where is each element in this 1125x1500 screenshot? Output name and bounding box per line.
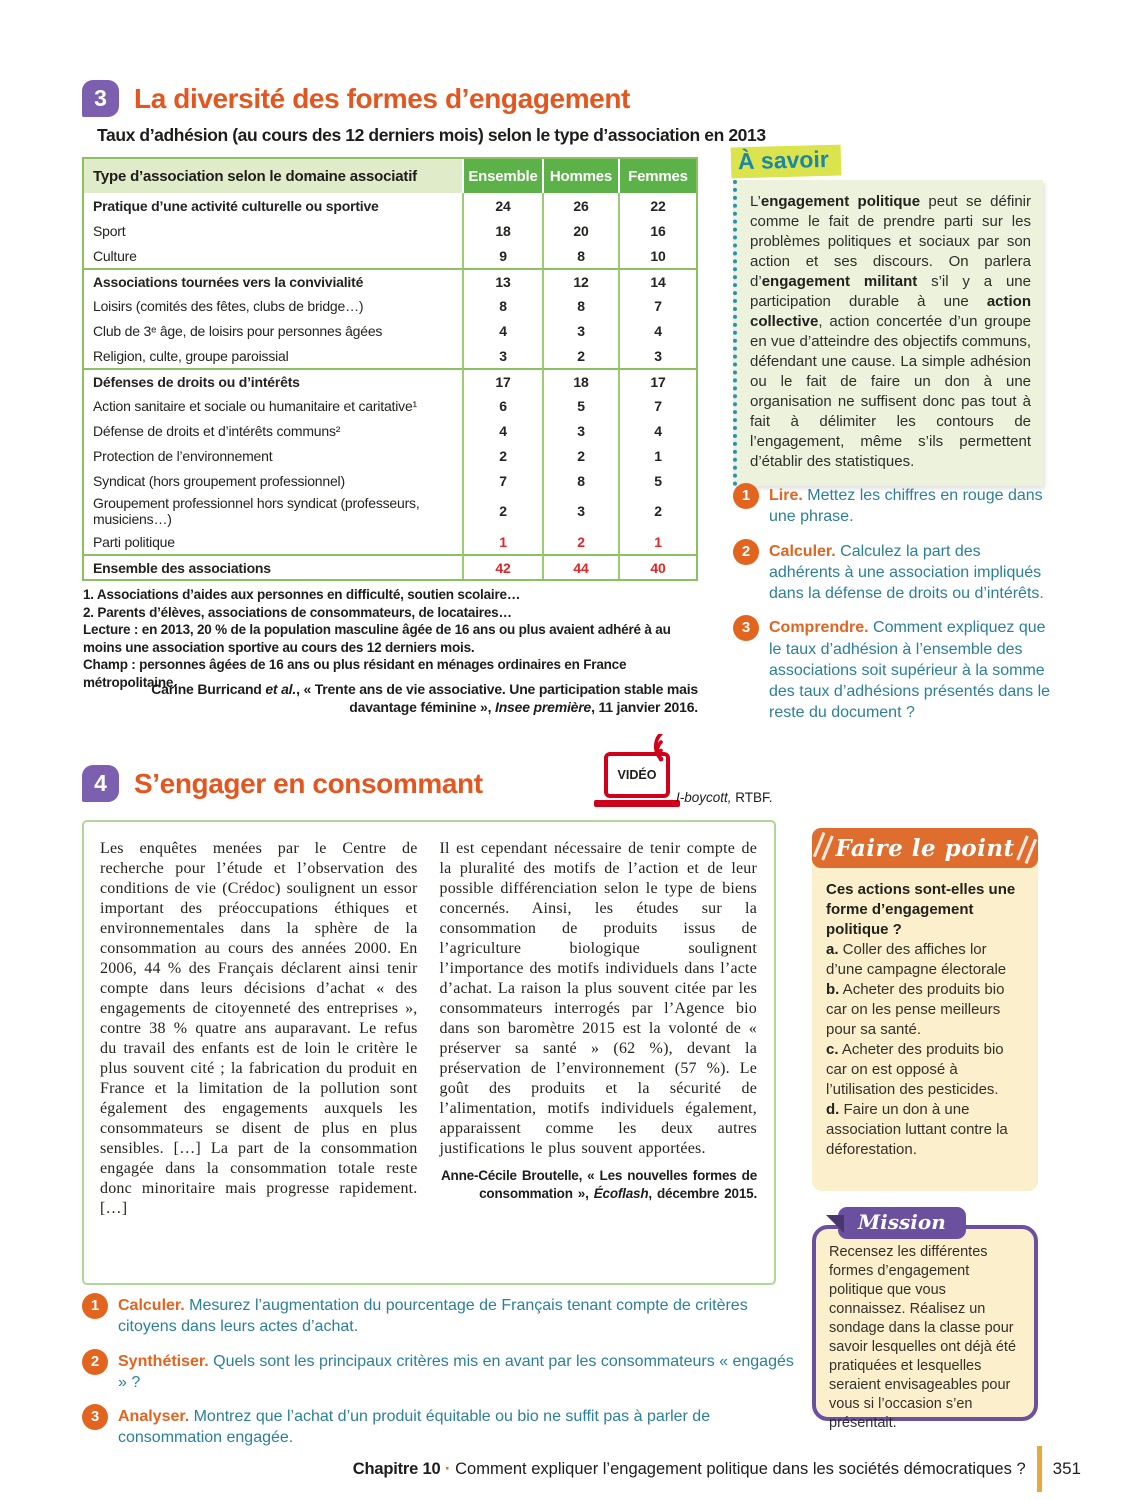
question-number-badge: 3 <box>733 615 759 641</box>
table-caption: Taux d’adhésion (au cours des 12 derniers mois) selon le type d’association en 2013 <box>97 125 766 145</box>
text-column-left: Les enquêtes menées par le Centre de recherche pour l’étude et l’observation des conditions de vie (Crédoc) soulignent un essor important des préoccupations éthiques et environnementales dans la sphère de la consommation au cours des années 2000. En 2006, 44 % des Français déclarent ainsi tenir compte dans leurs décisions d’achat « des engagements de citoyenneté des entreprises », contre 38 % quatre ans auparavant. Le refus du travail des enfants est de loin le critère le plus souvent cité ; la fabrication du produit en France et la limitation de la pollution sont également des engagements auxquels les consommateurs se disent de plus en plus sensibles. […] La part de la consommation engagée dans la consommation totale reste donc minoritaire mais progresse rapidement. […] <box>100 840 418 1217</box>
row-label: Parti politique <box>93 533 175 550</box>
mission-tab: Mission <box>838 1207 966 1239</box>
flp-option-letter: c. <box>826 1041 839 1058</box>
table-row <box>84 318 696 343</box>
footnote: Champ : personnes âgées de 16 ans ou plus résidant en ménages ordinaires en France métropolitaine. <box>83 657 627 690</box>
question-text <box>118 1293 794 1338</box>
source-text: , décembre 2015. <box>648 1186 757 1202</box>
question-body: Quels sont les principaux critères mis en avant par les consommateurs « engagés » ? <box>118 1352 794 1391</box>
asavoir-segment: , action concertée d’un groupe en vue d’atteindre des objectifs communs, défendant une cause. La simple adhésion ou le fait de faire un don à une organisation ne suffisent donc pas tout à fait à délimiter les contours de l’engagement, même s’ils permettent d’établir des statistiques. <box>750 313 1031 470</box>
footer-separator: · <box>445 1459 451 1478</box>
row-label: Syndicat (hors groupement professionnel) <box>93 472 345 489</box>
row-value: 4 <box>618 318 696 343</box>
question-item <box>733 483 1051 528</box>
asavoir-segment: s’il y a une participation durable à une <box>750 273 1031 310</box>
section-3-title: La diversité des formes d’engagement <box>134 82 630 114</box>
column-header: Femmes <box>618 159 696 193</box>
question-text <box>769 483 1051 528</box>
asavoir-text <box>733 180 1043 486</box>
row-label: Ensemble des associations <box>84 554 462 579</box>
table-row <box>84 193 696 218</box>
row-value: 8 <box>542 293 618 318</box>
row-label: Défenses de droits ou d’intérêts <box>84 368 462 393</box>
table-row <box>84 243 696 268</box>
row-value: 5 <box>542 393 618 418</box>
page-footer <box>0 1446 1081 1492</box>
page-number-bar <box>1037 1446 1042 1492</box>
question-number-badge: 1 <box>733 483 759 509</box>
text-paragraph: Il est cependant nécessaire de tenir compte de la pluralité des motifs de l’action et de leur possible différenciation selon le type de biens concernés. Ainsi, les études sur la consommation de produits issus de l’agriculture biologique soulignent l’importance des motifs individuels dans l’acte d’achat. La raison la plus souvent citée par les consommateurs interrogés par l’Agence bio dans son baromètre 2015 est la volonté de « préserver sa santé » (62 %), devant la préservation de l’environnement (57 %). Le goût des produits et la sécurité de l’alimentation, motifs individuels également, apparaissent comme les deux autres justifications le plus souvent apportées. <box>439 840 757 1157</box>
table-row <box>84 529 696 554</box>
question-body: Mettez les chiffres en rouge dans une phrase. <box>769 487 1043 526</box>
flp-option-text: Acheter des produits bio car on est opposé à l’utilisation des pesticides. <box>826 1041 1004 1098</box>
flp-option-text: Faire un don à une association luttant contre la déforestation. <box>826 1101 1008 1158</box>
row-value: 44 <box>542 554 618 579</box>
flp-option-text: Acheter des produits bio car on les pense meilleurs pour sa santé. <box>826 981 1005 1038</box>
question-keyword: Calculer. <box>118 1297 185 1314</box>
table-source <box>97 680 698 716</box>
video-caption <box>676 790 773 805</box>
question-keyword: Lire. <box>769 487 803 504</box>
row-value: 2 <box>462 443 542 468</box>
table-row <box>84 418 696 443</box>
faire-le-point-header: Faire le point <box>812 828 1038 868</box>
table-row <box>84 293 696 318</box>
row-value: 10 <box>618 243 696 268</box>
table-row <box>84 218 696 243</box>
row-value: 40 <box>618 554 696 579</box>
question-number-badge: 1 <box>82 1293 108 1319</box>
row-label: Protection de l’environnement <box>93 447 273 464</box>
section-4-number-badge: 4 <box>82 765 119 802</box>
row-value: 2 <box>618 493 696 529</box>
question-keyword: Calculer. <box>769 542 836 560</box>
table-row <box>84 343 696 368</box>
row-value: 2 <box>542 343 618 368</box>
question-text <box>118 1404 794 1449</box>
column-header: Type d’association selon le domaine associatif <box>84 159 462 193</box>
row-value: 24 <box>462 193 542 218</box>
doc4-questions <box>82 1293 794 1460</box>
question-text <box>769 539 1051 605</box>
mission-box <box>812 1210 1038 1431</box>
question-item <box>82 1293 794 1338</box>
question-body: Calculez la part des adhérents à une association impliqués dans la défense de droits ou d’intérêts. <box>769 542 1044 603</box>
row-value: 1 <box>618 443 696 468</box>
mission-text: Recensez les différentes formes d’engagement politique que vous connaissez. Réalisez un sondage dans la classe pour savoir lesquelles ont déjà été pratiquées et lesquelles seraient envisageables pour vous si l’occasion s’en présentait. <box>829 1244 1017 1431</box>
wifi-icon <box>654 734 690 766</box>
chapter-label: Chapitre 10 <box>352 1459 441 1478</box>
asavoir-bold-term: action collective <box>750 293 1031 330</box>
row-value: 4 <box>618 418 696 443</box>
table-footnotes <box>83 586 703 691</box>
row-value: 14 <box>618 268 696 293</box>
video-badge-label: VIDÉO <box>617 768 657 782</box>
row-label: Action sanitaire et sociale ou humanitaire et caritative¹ <box>93 397 417 414</box>
question-body: Comment expliquez que le taux d’adhésion à l’ensemble des associations soit supérieur à la somme des taux d’adhésions présentés dans le reste du document ? <box>769 619 1051 722</box>
source-text: Anne-Cécile Broutelle, « Les nouvelles formes de consommation », <box>441 1168 757 1202</box>
footnote: 1. Associations d’aides aux personnes en difficulté, soutien scolaire… <box>83 587 521 602</box>
column-header: Ensemble <box>462 159 542 193</box>
row-value: 2 <box>542 529 618 554</box>
table-row-total <box>84 554 696 579</box>
row-label: Pratique d’une activité culturelle ou sportive <box>93 197 379 214</box>
table-row <box>84 443 696 468</box>
asavoir-segment: peut se définir comme le fait de prendre parti sur les problèmes politiques et sociaux par son action et ses discours. On parlera d’ <box>750 193 1031 290</box>
question-keyword: Synthétiser. <box>118 1352 209 1370</box>
laptop-base <box>594 800 680 807</box>
section-4-header <box>82 765 483 802</box>
question-item <box>82 1404 794 1449</box>
table-header-row <box>84 159 696 193</box>
video-caption-source: RTBF. <box>731 790 773 805</box>
section-4-title: S’engager en consommant <box>134 767 483 799</box>
asavoir-bold-term: engagement militant <box>761 273 918 290</box>
row-value: 7 <box>462 468 542 493</box>
flp-option-text: Coller des affiches lor d’une campagne électorale <box>826 941 1007 978</box>
row-value: 18 <box>542 368 618 393</box>
adhesion-table <box>82 157 698 581</box>
row-value: 1 <box>462 529 542 554</box>
faire-le-point-body <box>812 868 1038 1160</box>
row-label: Loisirs (comités des fêtes, clubs de bridge…) <box>93 297 364 314</box>
row-value: 3 <box>542 418 618 443</box>
row-value: 8 <box>542 243 618 268</box>
chapter-title: Comment expliquer l’engagement politique dans les sociétés démocratiques ? <box>455 1459 1026 1478</box>
doc4-text-box <box>82 820 776 1285</box>
laptop-icon <box>604 752 670 798</box>
asavoir-note <box>733 146 1043 486</box>
row-value: 6 <box>462 393 542 418</box>
row-value: 8 <box>542 468 618 493</box>
row-value: 5 <box>618 468 696 493</box>
question-body: Mesurez l’augmentation du pourcentage de Français tenant compte de critères citoyens dans leurs actes d’achat. <box>118 1297 748 1336</box>
question-text <box>118 1349 794 1394</box>
question-item <box>733 615 1051 723</box>
row-value: 22 <box>618 193 696 218</box>
question-number-badge: 2 <box>82 1349 108 1375</box>
video-badge <box>594 752 680 807</box>
row-value: 3 <box>462 343 542 368</box>
asavoir-bold-term: engagement politique <box>760 193 921 210</box>
text-column-right <box>440 839 758 1219</box>
row-value: 26 <box>542 193 618 218</box>
source-text: , 11 janvier 2016. <box>591 699 698 716</box>
row-value: 9 <box>462 243 542 268</box>
row-value: 3 <box>542 318 618 343</box>
question-body: Montrez que l’achat d’un produit équitable ou bio ne suffit pas à parler de consommation engagée. <box>118 1408 711 1447</box>
table-row <box>84 393 696 418</box>
row-value: 20 <box>542 218 618 243</box>
row-value: 4 <box>462 318 542 343</box>
flp-option <box>826 1040 1025 1100</box>
table-row <box>84 268 696 293</box>
asavoir-title: À savoir <box>731 145 842 179</box>
question-keyword: Comprendre. <box>769 619 869 637</box>
faire-le-point-box <box>812 828 1038 1191</box>
section-3-number-badge: 3 <box>82 80 119 117</box>
footnote: Lecture : en 2013, 20 % de la population masculine âgée de 16 ans ou plus avaient adhéré à au moins une association sportive au cours des 12 derniers mois. <box>83 622 671 655</box>
footnote: 2. Parents d’élèves, associations de consommateurs, de locataires… <box>83 604 512 620</box>
flp-option-letter: b. <box>826 981 840 998</box>
question-item <box>733 539 1051 605</box>
row-label: Religion, culte, groupe paroissial <box>93 347 289 364</box>
row-value: 7 <box>618 293 696 318</box>
doc3-questions <box>733 483 1051 735</box>
column-header: Hommes <box>542 159 618 193</box>
source-text: Carine Burricand <box>151 681 266 697</box>
source-text-italic: Écoflash <box>593 1186 649 1202</box>
source-text: , « Trente ans de vie associative. Une participation stable mais davantage féminine », <box>296 681 698 716</box>
row-value: 12 <box>542 268 618 293</box>
row-label: Associations tournées vers la convivialité <box>84 268 462 293</box>
table-row <box>84 493 696 529</box>
section-3-header <box>82 80 630 117</box>
page-number: 351 <box>1052 1459 1081 1478</box>
question-number-badge: 3 <box>82 1404 108 1430</box>
question-keyword: Analyser. <box>118 1408 190 1426</box>
chapter-reference <box>353 1460 1026 1479</box>
row-value: 2 <box>462 493 542 529</box>
row-value: 16 <box>618 218 696 243</box>
flp-option-letter: d. <box>826 1101 840 1118</box>
question-number-badge: 2 <box>733 539 759 565</box>
row-label: Culture <box>93 247 137 264</box>
table-row <box>84 468 696 493</box>
row-value: 17 <box>618 368 696 393</box>
source-text-italic: et al. <box>265 681 297 697</box>
row-value: 18 <box>462 218 542 243</box>
flp-option <box>826 980 1025 1040</box>
asavoir-segment: L’ <box>750 193 761 210</box>
question-item <box>82 1349 794 1394</box>
row-label: Défense de droits et d’intérêts communs² <box>93 422 341 439</box>
source-text-italic: Insee première <box>495 699 592 716</box>
flp-question: Ces actions sont-elles une forme d’engagement politique ? <box>826 881 1016 938</box>
question-text <box>769 615 1051 723</box>
doc4-source <box>440 1167 758 1203</box>
row-value: 42 <box>462 554 542 579</box>
row-value: 13 <box>462 268 542 293</box>
row-value: 8 <box>462 293 542 318</box>
row-value: 7 <box>618 393 696 418</box>
flp-option-letter: a. <box>826 941 839 958</box>
table-row <box>84 368 696 393</box>
row-value: 4 <box>462 418 542 443</box>
flp-option <box>826 1100 1025 1160</box>
row-label: Groupement professionnel hors syndicat (professeurs, musiciens…) <box>93 495 420 527</box>
row-value: 1 <box>618 529 696 554</box>
row-label: Club de 3ᵉ âge, de loisirs pour personnes âgées <box>93 322 383 339</box>
row-label: Sport <box>93 222 126 239</box>
flp-option <box>826 940 1025 980</box>
row-value: 2 <box>542 443 618 468</box>
row-value: 3 <box>542 493 618 529</box>
row-value: 17 <box>462 368 542 393</box>
row-value: 3 <box>618 343 696 368</box>
video-caption-title: I-boycott, <box>676 790 732 805</box>
